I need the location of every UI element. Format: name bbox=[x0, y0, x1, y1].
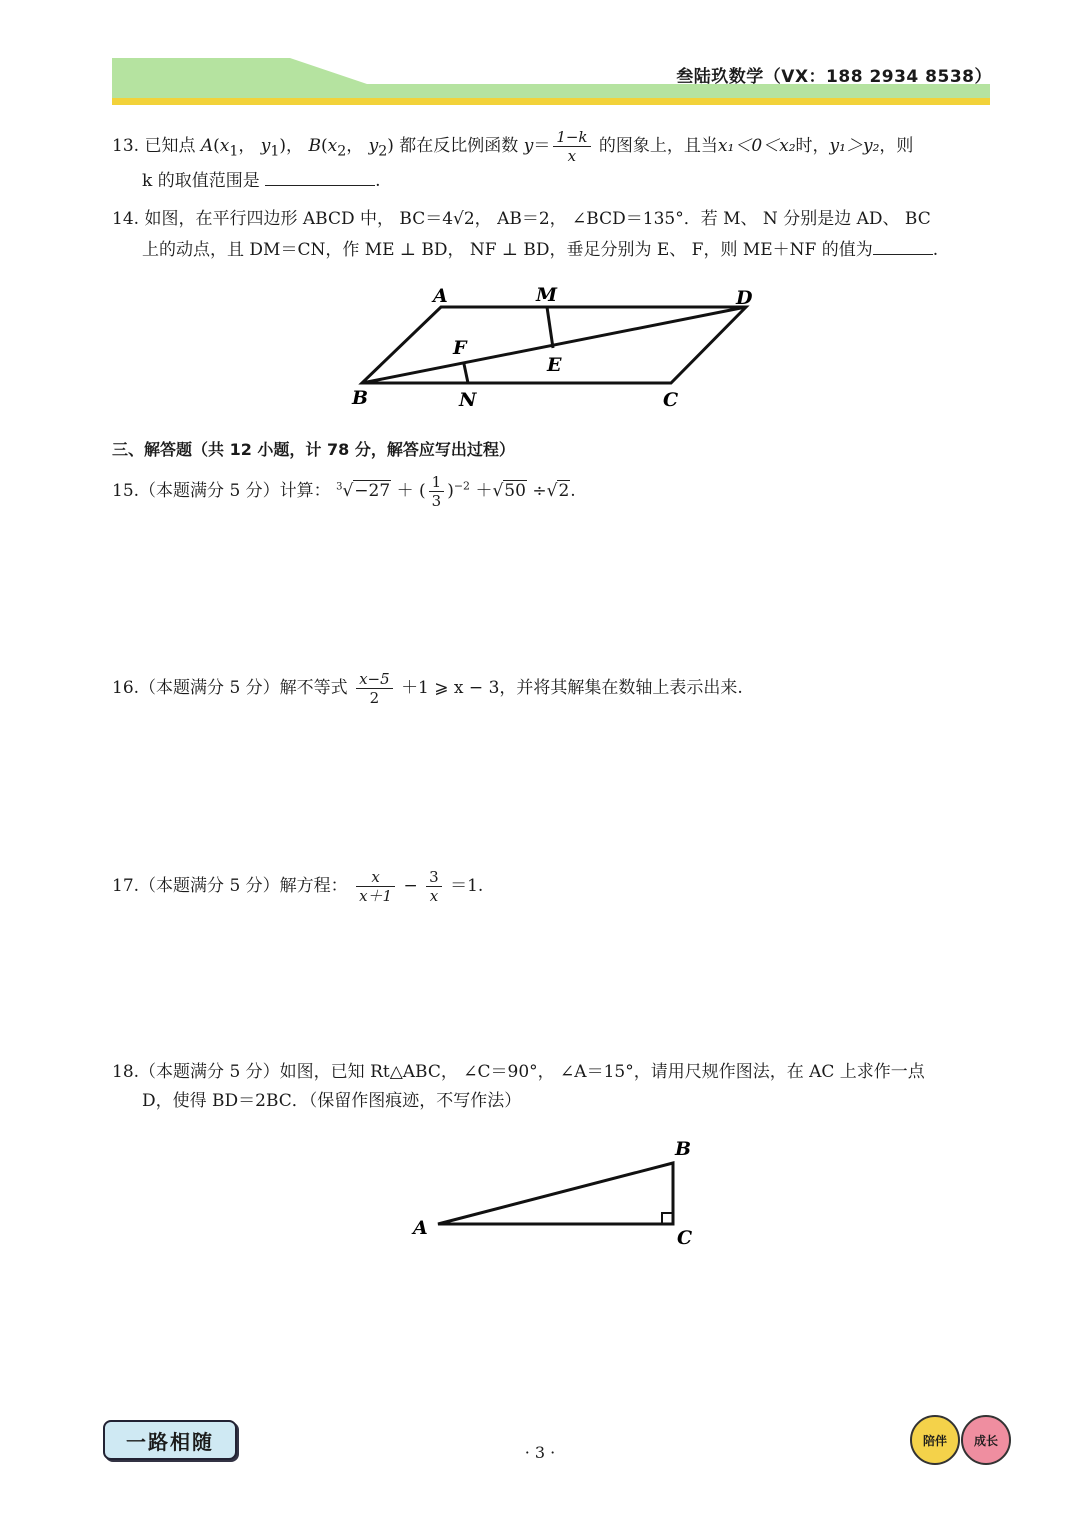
label-M: M bbox=[536, 284, 558, 306]
question-18-line1: 18.（本题满分 5 分）如图，已知 Rt△ABC， ∠C＝90°， ∠A＝15°，请用尺规作图法，在 AC 上求作一点 bbox=[112, 1062, 925, 1082]
question-16: 16.（本题满分 5 分）解不等式 $\frac{x-5}{2}$ ＋1 ⩾ x − 3，并将其解集在数轴上表示出来. bbox=[112, 670, 743, 707]
question-17: 17.（本题满分 5 分）解方程： $\frac{x}{x+1}$ − $\frac{3}{x}$ ＝1. bbox=[112, 868, 484, 905]
triangle-figure bbox=[405, 1130, 705, 1255]
label-C: C bbox=[663, 389, 679, 411]
label-B: B bbox=[352, 387, 369, 409]
question-15: 15.（本题满分 5 分）计算： $^3$√−27 ＋ ( $\frac{1}{3}$ )$^{-2}$ ＋√50 ÷√2. bbox=[112, 473, 576, 510]
footer-badge: 一路相随 bbox=[103, 1420, 237, 1460]
section-3-title: 三、解答题（共 12 小题，计 78 分，解答应写出过程） bbox=[112, 440, 515, 459]
label-D: D bbox=[736, 287, 753, 309]
question-14-line1: 14. 如图，在平行四边形 ABCD 中， BC＝4√2， AB＝2， ∠BCD＝135°．若 M、 N 分别是边 AD、 BC bbox=[112, 209, 931, 229]
label-A: A bbox=[413, 1217, 428, 1239]
question-18-line2: D，使得 BD＝2BC．（保留作图痕迹，不写作法） bbox=[142, 1091, 522, 1111]
label-F: F bbox=[453, 337, 467, 359]
page-number: · 3 · bbox=[524, 1443, 556, 1462]
label-C: C bbox=[677, 1227, 693, 1249]
q13-fraction: $\frac{1-k}{x}$ bbox=[553, 128, 590, 165]
answer-blank-13[interactable] bbox=[265, 167, 375, 186]
circle-badge-peiban: 陪伴 bbox=[910, 1415, 960, 1465]
question-13-line2: k 的取值范围是 . bbox=[142, 167, 381, 194]
circle-badge-chengzhang: 成长 bbox=[961, 1415, 1011, 1465]
header-title: 叁陆玖数学（VX：188 2934 8538） bbox=[676, 67, 992, 87]
label-B: B bbox=[675, 1138, 692, 1160]
question-14-line2: 上的动点，且 DM＝CN，作 ME ⊥ BD， NF ⊥ BD，垂足分别为 E、 F，则 ME＋NF 的值为 . bbox=[142, 236, 938, 263]
question-13-line1: 13. 已知点 $A(x_1$， $y_1$)， $B(x_2$， $y_2$) 都在反比例函数 y＝ $\frac{1-k}{x}$ 的图象上，且当x₁＜0＜x₂时，y₁＞y₂，则 bbox=[112, 128, 914, 165]
label-N: N bbox=[459, 389, 477, 411]
answer-blank-14[interactable] bbox=[873, 236, 933, 255]
parallelogram-figure bbox=[340, 280, 770, 415]
label-A: A bbox=[433, 285, 448, 307]
label-E: E bbox=[547, 354, 562, 376]
